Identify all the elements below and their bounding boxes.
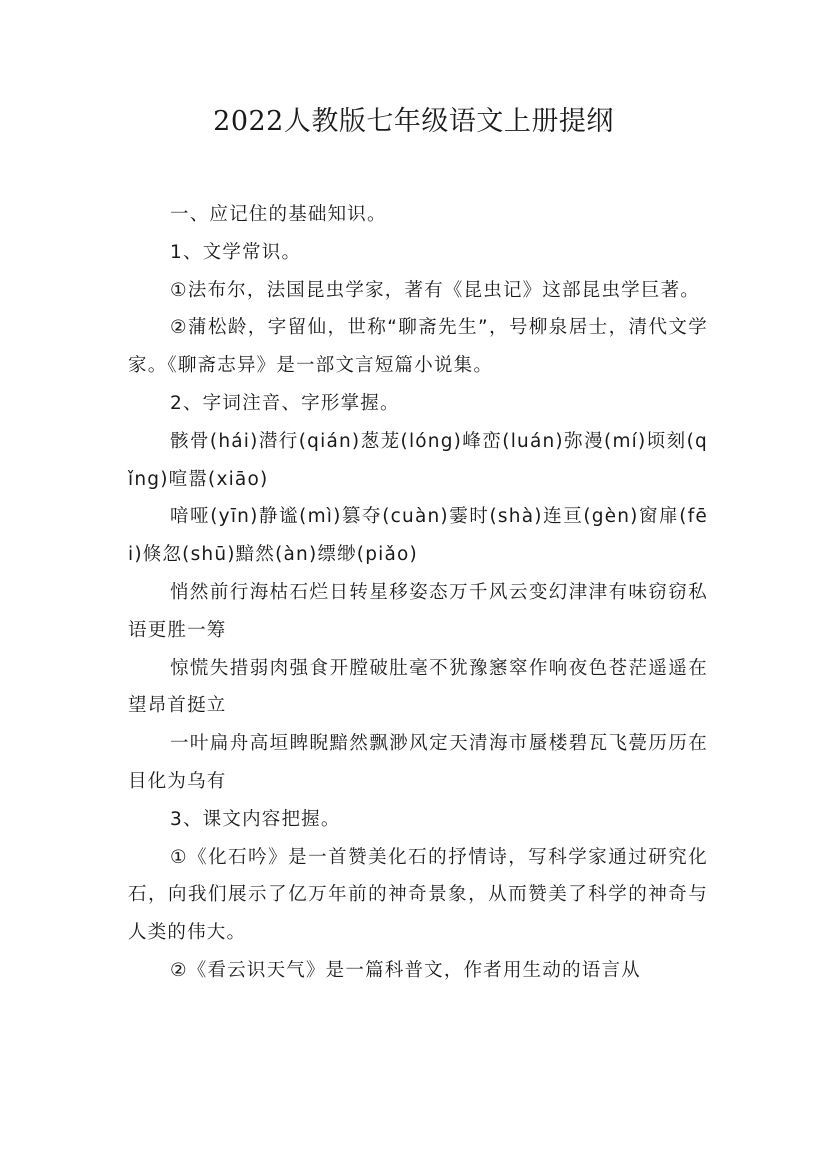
paragraph: ①《化石吟》是一首赞美化石的抒情诗，写科学家通过研究化石，向我们展示了亿万年前的神奇景象，从而赞美了科学的神奇与人类的伟大。 (128, 846, 708, 944)
subsection-heading: 1、文学常识。 (170, 241, 302, 263)
section-heading: 一、应记住的基础知识。 (170, 204, 387, 225)
document-title: 2022人教版七年级语文上册提纲 (213, 106, 614, 137)
subsection-heading: 3、课文内容把握。 (170, 808, 341, 830)
vocab-pinyin-line: 骸骨(hái)潜行(qián)葱茏(lóng)峰峦(luán)弥漫(mí)顷刻(qǐng)喧嚣(xiāo) (128, 430, 708, 490)
paragraph: ②《看云识天气》是一篇科普文，作者用生动的语言从 (170, 959, 641, 981)
vocab-idiom-line: 一叶扁舟高垣睥睨黯然飘渺风定天清海市蜃楼碧瓦飞甍历历在目化为乌有 (128, 733, 708, 792)
vocab-pinyin-line: 喑哑(yīn)静谧(mì)篡夺(cuàn)霎时(shà)连亘(gèn)窗扉(fēi)倏忽(shū)黯然(àn)缥缈(piǎo) (128, 506, 708, 566)
subsection-heading: 2、字词注音、字形掌握。 (170, 392, 400, 414)
vocab-idiom-line: 惊慌失措弱肉强食开膛破肚毫不犹豫窸窣作响夜色苍茫遥遥在望昂首挺立 (128, 657, 708, 717)
paragraph: ②蒲松龄，字留仙，世称“聊斋先生”，号柳泉居士，清代文学家。《聊斋志异》是一部文言短篇小说集。 (128, 317, 708, 377)
vocab-idiom-line: 悄然前行海枯石烂日转星移姿态万千风云变幻津津有味窃窃私语更胜一筹 (128, 581, 708, 641)
paragraph: ①法布尔，法国昆虫学家，著有《昆虫记》这部昆虫学巨著。 (170, 279, 700, 301)
document-body (128, 196, 708, 990)
